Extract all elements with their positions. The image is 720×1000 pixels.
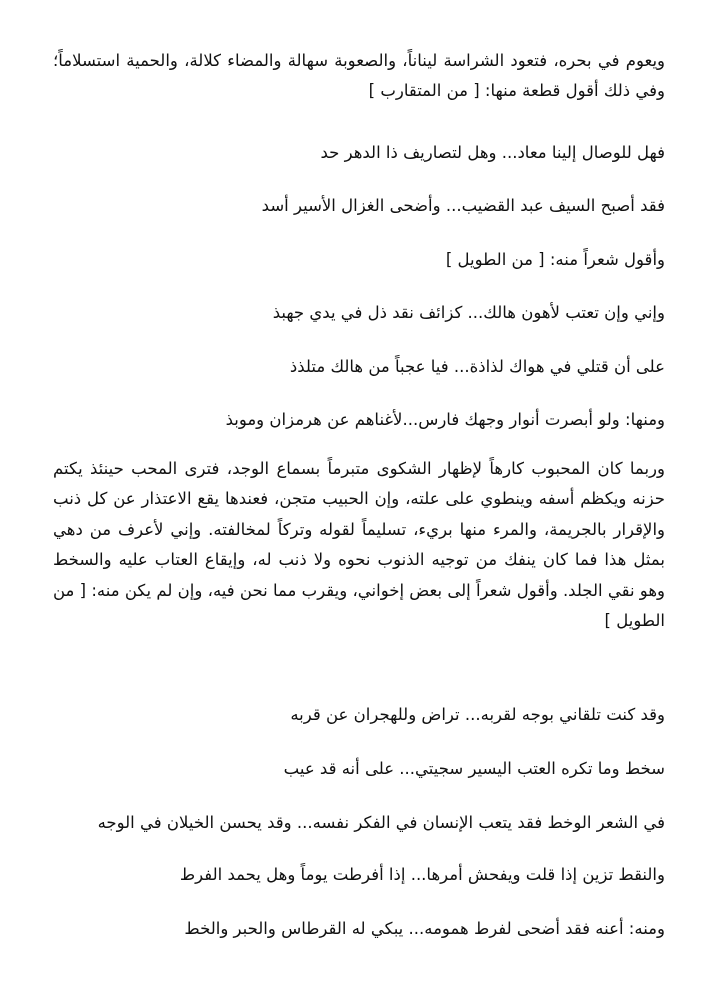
paragraph-main: وربما كان المحبوب كارهاً لإظهار الشكوى متبرماً بسماع الوجد، فترى المحب حينئذ يكتم حزنه ويكظم أسفه وينطوي على علته، وإن الحبيب متجن، فعندها يقع الاعتذار عن كل ذنب والإقرار بالجريمة، والمرء منها بريء، تسليماً لقوله وتركاً لمخالفته. وإني لأعرف من دهي بمثل هذا فما كان ينفك من توجيه الذنوب نحوه ولا ذنب له، وإيقاع العتاب عليه والسخط وهو نقي الجلد. وأقول شعراً إلى بعض إخواني، ويقرب مما نحن فيه، وإن لم يكن منه: [ من الطويل ] [53, 459, 665, 631]
verse-line-6: وقد كنت تلقاني بوجه لقربه... تراض وللهجران عن قربه [290, 705, 665, 724]
paragraph-intro: ويعوم في بحره، فتعود الشراسة ليناناً، والصعوبة سهالة والمضاء كلالة، والحمية استسلاماً؛ وفي ذلك أقول قطعة منها: [ من المتقارب ] [53, 51, 665, 101]
verse-intro-2: وأقول شعراً منه: [ من الطويل ] [445, 250, 665, 269]
verse-line-9: والنقط تزين إذا قلت ويفحش أمرها... إذا أفرطت يوماً وهل يحمد الفرط [179, 865, 665, 884]
verse-line-4: على أن قتلي في هواك لذاذة... فيا عجباً من هالك متلذذ [289, 357, 665, 376]
verse-line-8: في الشعر الوخط فقد يتعب الإنسان في الفكر نفسه... وقد يحسن الخيلان في الوجه [97, 813, 665, 832]
verse-line-10: ومنه: أعنه فقد أضحى لفرط همومه... يبكي له القرطاس والحبر والخط [184, 919, 665, 938]
verse-line-1: فهل للوصال إلينا معاد... وهل لتصاريف ذا الدهر حد [320, 143, 665, 162]
verse-line-7: سخط وما تكره العتب اليسير سجيتي... على أنه قد عيب [283, 759, 665, 778]
verse-line-2: فقد أصبح السيف عبد القضيب... وأضحى الغزال الأسير أسد [261, 196, 665, 215]
verse-line-3: وإني وإن تعتب لأهون هالك... كزائف نقد ذل في يدي جهبذ [272, 303, 665, 322]
verse-line-5: ومنها: ولو أبصرت أنوار وجهك فارس...لأغناهم عن هرمزان وموبذ [225, 410, 665, 429]
